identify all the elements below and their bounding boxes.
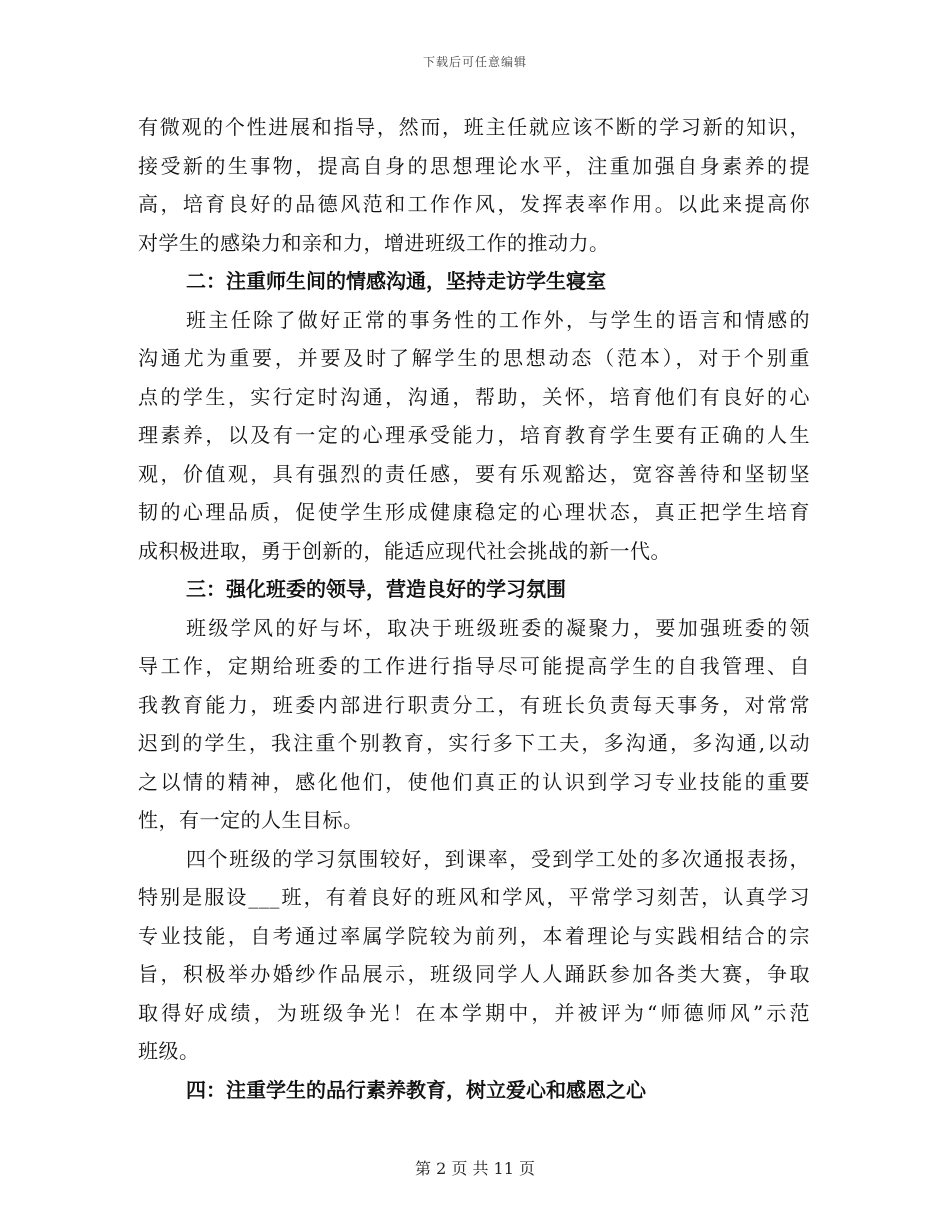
text-line: 四个班级的学习氛围较好，到课率，受到学工处的多次通报表扬， bbox=[186, 846, 810, 871]
text-line: 点的学生，实行定时沟通，沟通，帮助，关怀，培育他们有良好的心 bbox=[138, 384, 810, 409]
text-line: 迟到的学生，我注重个别教育，实行多下工夫，多沟通，多沟通,以动 bbox=[138, 731, 810, 755]
text-line: 理素养，以及有一定的心理承受能力，培育教育学生要有正确的人生 bbox=[138, 423, 810, 447]
text-line: 班主任除了做好正常的事务性的工作外，与学生的语言和情感的 bbox=[186, 307, 810, 332]
page-number-footer: 第 2 页 共 11 页 bbox=[415, 1159, 535, 1178]
text-line: 沟通尤为重要，并要及时了解学生的思想动态（范本），对于个别重 bbox=[138, 346, 810, 370]
text-line: 特别是服设___班，有着良好的班风和学风，平常学习刻苦，认真学习 bbox=[138, 885, 810, 909]
text-line: 之以情的精神，感化他们，使他们真正的认识到学习专业技能的重要 bbox=[138, 769, 810, 794]
page-header-note: 下载后可任意编辑 bbox=[422, 55, 527, 69]
text-line: 专业技能，自考通过率属学院较为前列，本着理论与实践相结合的宗 bbox=[138, 923, 810, 948]
text-line: 班级学风的好与坏，取决于班级班委的凝聚力，要加强班委的领 bbox=[186, 615, 810, 640]
section-heading-4: 四：注重学生的品行素养教育，树立爱心和感恩之心 bbox=[186, 1077, 646, 1102]
text-line: 取得好成绩，为班级争光！在本学期中，并被评为“师德师风”示范 bbox=[138, 1000, 810, 1025]
text-line: 高，培育良好的品德风范和工作作风，发挥表率作用。以此来提高你 bbox=[138, 192, 810, 216]
text-line: 对学生的感染力和亲和力，增进班级工作的推动力。 bbox=[138, 230, 610, 255]
document-body bbox=[138, 108, 810, 1109]
text-line: 韧的心理品质，促使学生形成健康稳定的心理状态，真正把学生培育 bbox=[138, 500, 810, 524]
text-line: 成积极进取，勇于创新的，能适应现代社会挑战的新一代。 bbox=[138, 538, 671, 563]
text-line: 班级。 bbox=[138, 1039, 200, 1063]
text-line: 接受新的生事物，提高自身的思想理论水平，注重加强自身素养的提 bbox=[138, 153, 810, 178]
text-line: 有微观的个性进展和指导，然而，班主任就应该不断的学习新的知识， bbox=[138, 115, 810, 139]
text-line: 导工作，定期给班委的工作进行指导尽可能提高学生的自我管理、自 bbox=[138, 654, 810, 678]
text-line: 性，有一定的人生目标。 bbox=[138, 808, 364, 832]
section-heading-3: 三：强化班委的领导，营造良好的学习氛围 bbox=[186, 577, 566, 601]
text-line: 我教育能力，班委内部进行职责分工，有班长负责每天事务，对常常 bbox=[138, 692, 810, 717]
text-line: 观，价值观，具有强烈的责任感，要有乐观豁达，宽容善待和坚韧坚 bbox=[138, 461, 810, 486]
text-line: 旨，积极举办婚纱作品展示，班级同学人人踊跃参加各类大赛，争取 bbox=[138, 962, 810, 986]
section-heading-2: 二：注重师生间的情感沟通，坚持走访学生寝室 bbox=[186, 269, 606, 293]
